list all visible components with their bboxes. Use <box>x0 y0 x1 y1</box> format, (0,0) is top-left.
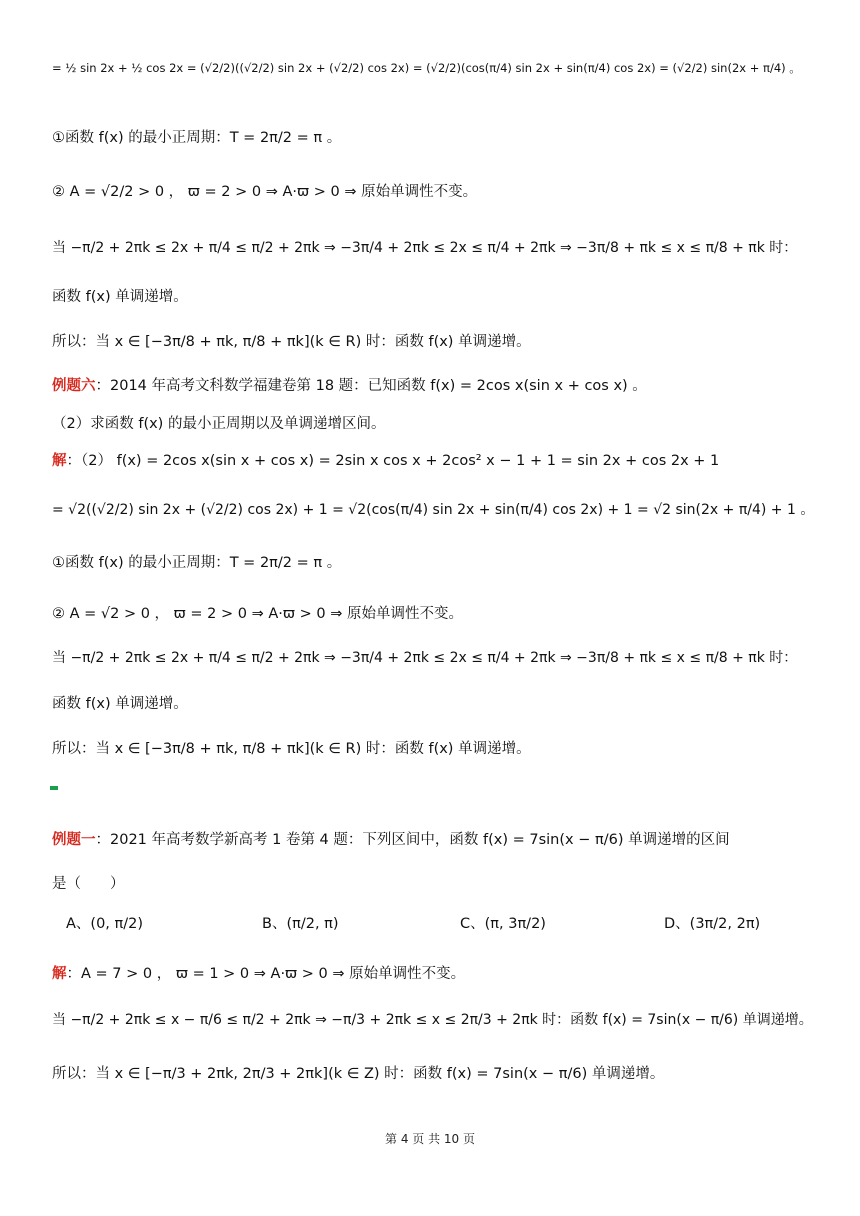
example-one-line <box>52 832 820 849</box>
option-a: A、(0, π/2) <box>66 916 144 932</box>
increasing-statement-2: 函数 f(x) 单调递增。 <box>52 696 188 712</box>
period-line-2: ①函数 f(x) 的最小正周期：T = 2π/2 = π 。 <box>52 555 342 571</box>
example-one-text: ：2021 年高考数学新高考 1 卷第 4 题：下列区间中，函数 f(x) = 7sin(x − π/6) 单调递增的区间 <box>95 832 730 848</box>
inequality-line-1: 当 −π/2 + 2πk ≤ 2x + π/4 ≤ π/2 + 2πk ⇒ −3π/4 + 2πk ≤ 2x ≤ π/4 + 2πk ⇒ −3π/8 + πk ≤ x ≤ π/8 + πk 时： <box>52 240 798 256</box>
conclusion-line-1: 所以：当 x ∈ [−3π/8 + πk, π/8 + πk](k ∈ R) 时：函数 f(x) 单调递增。 <box>52 334 531 350</box>
option-c: C、(π, 3π/2) <box>460 916 546 932</box>
inequality-line-2: 当 −π/2 + 2πk ≤ 2x + π/4 ≤ π/2 + 2πk ⇒ −3π/4 + 2πk ≤ 2x ≤ π/4 + 2πk ⇒ −3π/8 + πk ≤ x ≤ π/8 + πk 时： <box>52 650 798 666</box>
option-d: D、(3π/2, 2π) <box>664 916 761 932</box>
conclusion-line-2: 所以：当 x ∈ [−3π/8 + πk, π/8 + πk](k ∈ R) 时：函数 f(x) 单调递增。 <box>52 741 531 757</box>
question-tail: 是（ ） <box>52 876 125 892</box>
solution-line-2 <box>52 966 820 983</box>
section-banner <box>50 786 58 790</box>
inequality-line-3: 当 −π/2 + 2πk ≤ x − π/6 ≤ π/2 + 2πk ⇒ −π/3 + 2πk ≤ x ≤ 2π/3 + 2πk 时：函数 f(x) = 7sin(x − π/6) 单调递增。 <box>52 1012 813 1028</box>
answer-options <box>66 912 766 952</box>
monotonic-condition-1: ② A = √2/2 > 0 ， ϖ = 2 > 0 ⇒ A·ϖ > 0 ⇒ 原始单调性不变。 <box>52 184 478 200</box>
solution-text-1: ：（2） f(x) = 2cos x(sin x + cos x) = 2sin x cos x + 2cos² x − 1 + 1 = sin 2x + cos 2x + 1 <box>66 453 720 469</box>
solution-label-2: 解 <box>52 966 67 982</box>
example-one-label: 例题一 <box>52 832 96 848</box>
option-b: B、(π/2, π) <box>262 916 339 932</box>
solution-line-1 <box>52 453 820 470</box>
example-six-line <box>52 378 820 395</box>
example-six-text: ：2014 年高考文科数学福建卷第 18 题：已知函数 f(x) = 2cos x(sin x + cos x) 。 <box>95 378 647 394</box>
solution-text-2: ：A = 7 > 0 ， ϖ = 1 > 0 ⇒ A·ϖ > 0 ⇒ 原始单调性不变。 <box>66 966 466 982</box>
conclusion-line-3: 所以：当 x ∈ [−π/3 + 2πk, 2π/3 + 2πk](k ∈ Z) 时：函数 f(x) = 7sin(x − π/6) 单调递增。 <box>52 1066 665 1082</box>
equation-line-2: = √2((√2/2) sin 2x + (√2/2) cos 2x) + 1 = √2(cos(π/4) sin 2x + sin(π/4) cos 2x) + 1 = √2 sin(2x + π/4) + 1 。 <box>52 502 815 518</box>
increasing-statement-1: 函数 f(x) 单调递增。 <box>52 289 188 305</box>
equation-line-1: = ½ sin 2x + ½ cos 2x = (√2/2)((√2/2) sin 2x + (√2/2) cos 2x) = (√2/2)(cos(π/4) sin 2x + sin(π/4) cos 2x) = (√2/2) sin(2x + π/4) 。 <box>52 61 801 75</box>
page-footer: 第 4 页 共 10 页 <box>385 1132 475 1146</box>
solution-label-1: 解 <box>52 453 67 469</box>
question-two-line: （2）求函数 f(x) 的最小正周期以及单调递增区间。 <box>52 416 386 432</box>
example-six-label: 例题六 <box>52 378 96 394</box>
period-line-1: ①函数 f(x) 的最小正周期：T = 2π/2 = π 。 <box>52 130 342 146</box>
monotonic-condition-2: ② A = √2 > 0 ， ϖ = 2 > 0 ⇒ A·ϖ > 0 ⇒ 原始单调性不变。 <box>52 606 463 622</box>
